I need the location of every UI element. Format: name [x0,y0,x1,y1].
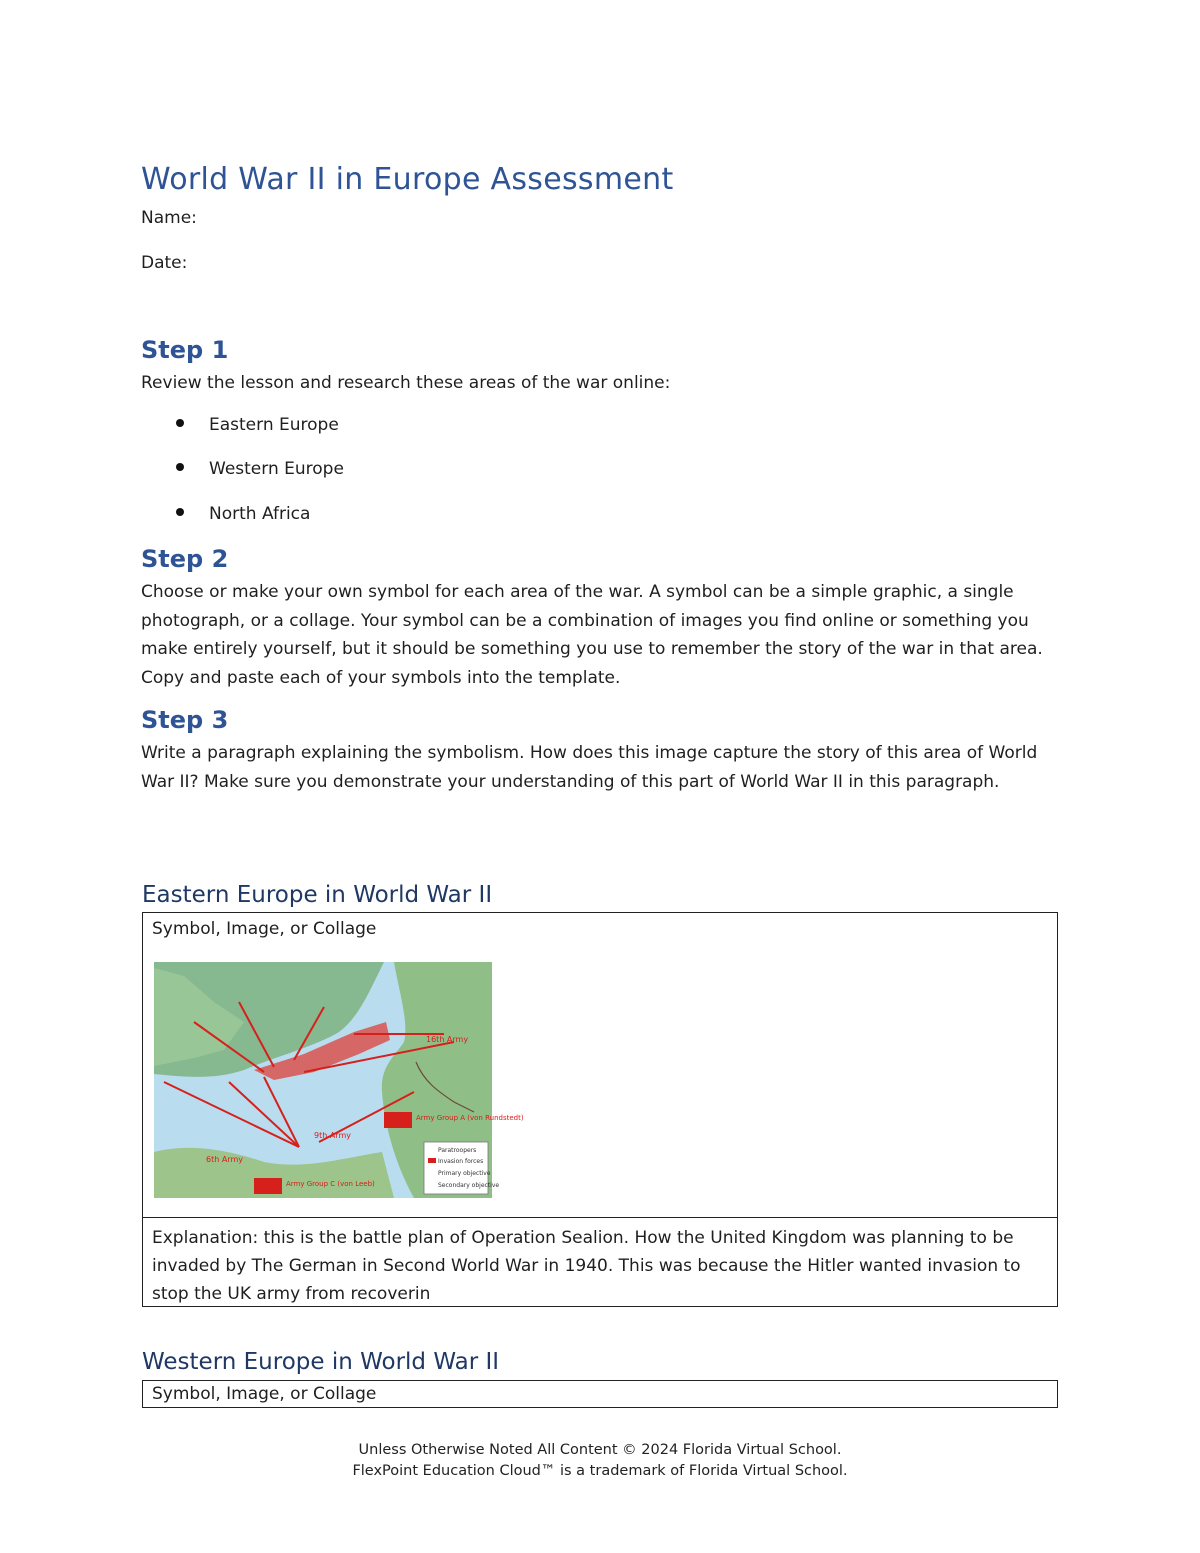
footer [0,1440,1200,1482]
western-europe-table [142,1380,1058,1408]
legend-item: Secondary objective [438,1182,500,1189]
date-field-label: Date: [141,253,188,273]
bullet-text: Western Europe [209,459,344,479]
symbol-cell [143,913,1057,1218]
explanation-cell: Explanation: this is the battle plan of Operation Sealion. How the United Kingdom was planning to be invaded by The German in Second World War in 1940. This was because the Hitler wanted invasion to stop the UK army from recoverin [152,1228,1021,1304]
eastern-europe-heading: Eastern Europe in World War II [142,882,493,908]
legend-swatch-icon [428,1158,436,1163]
western-europe-heading: Western Europe in World War II [142,1349,500,1375]
map-label: Army Group A (von Rundstedt) [416,1114,524,1122]
legend-item: Paratroopers [438,1147,477,1154]
step1-intro: Review the lesson and research these areas of the war online: [141,373,671,393]
bullet-dot-icon [176,463,184,471]
bullet-text: North Africa [209,504,311,524]
bullet-item [176,459,344,479]
army-group-flag-icon [384,1112,412,1128]
symbol-cell-label: Symbol, Image, or Collage [152,919,377,939]
step3-text: Write a paragraph explaining the symbolism. How does this image capture the story of this area of World War II? Make sure you demonstrate your understanding of this part of World War II in this paragraph. [141,743,1038,792]
eastern-europe-table [142,912,1058,1307]
map-label: Army Group C (von Leeb) [286,1180,375,1188]
step2-heading: Step 2 [141,545,229,573]
map-label: 9th Army [314,1131,351,1140]
step1-heading: Step 1 [141,336,229,364]
name-field-label: Name: [141,208,197,228]
bullet-item [176,415,339,435]
step3-heading: Step 3 [141,706,229,734]
bullet-dot-icon [176,419,184,427]
army-group-flag-icon [254,1178,282,1194]
map-label: 16th Army [426,1035,469,1044]
legend-item: Primary objective [438,1170,491,1177]
bullet-dot-icon [176,508,184,516]
bullet-item [176,504,310,524]
document-title: World War II in Europe Assessment [141,162,674,197]
legend-item: Invasion forces [438,1158,484,1165]
step2-text: Choose or make your own symbol for each area of the war. A symbol can be a simple graphic, a single photograph, or a collage. Your symbol can be a combination of images you find online or something you make entirely yourself, but it should be something you use to remember the story of the war in that area. Copy and paste each of your symbols into the template. [141,582,1043,688]
map-label: 6th Army [206,1155,243,1164]
bullet-text: Eastern Europe [209,415,339,435]
operation-sealion-map-image [154,962,524,1198]
symbol-cell-label: Symbol, Image, or Collage [152,1384,377,1404]
footer-copyright: Unless Otherwise Noted All Content © 2024 Florida Virtual School. [358,1442,842,1458]
footer-trademark: FlexPoint Education Cloud™ is a trademark of Florida Virtual School. [352,1463,848,1479]
